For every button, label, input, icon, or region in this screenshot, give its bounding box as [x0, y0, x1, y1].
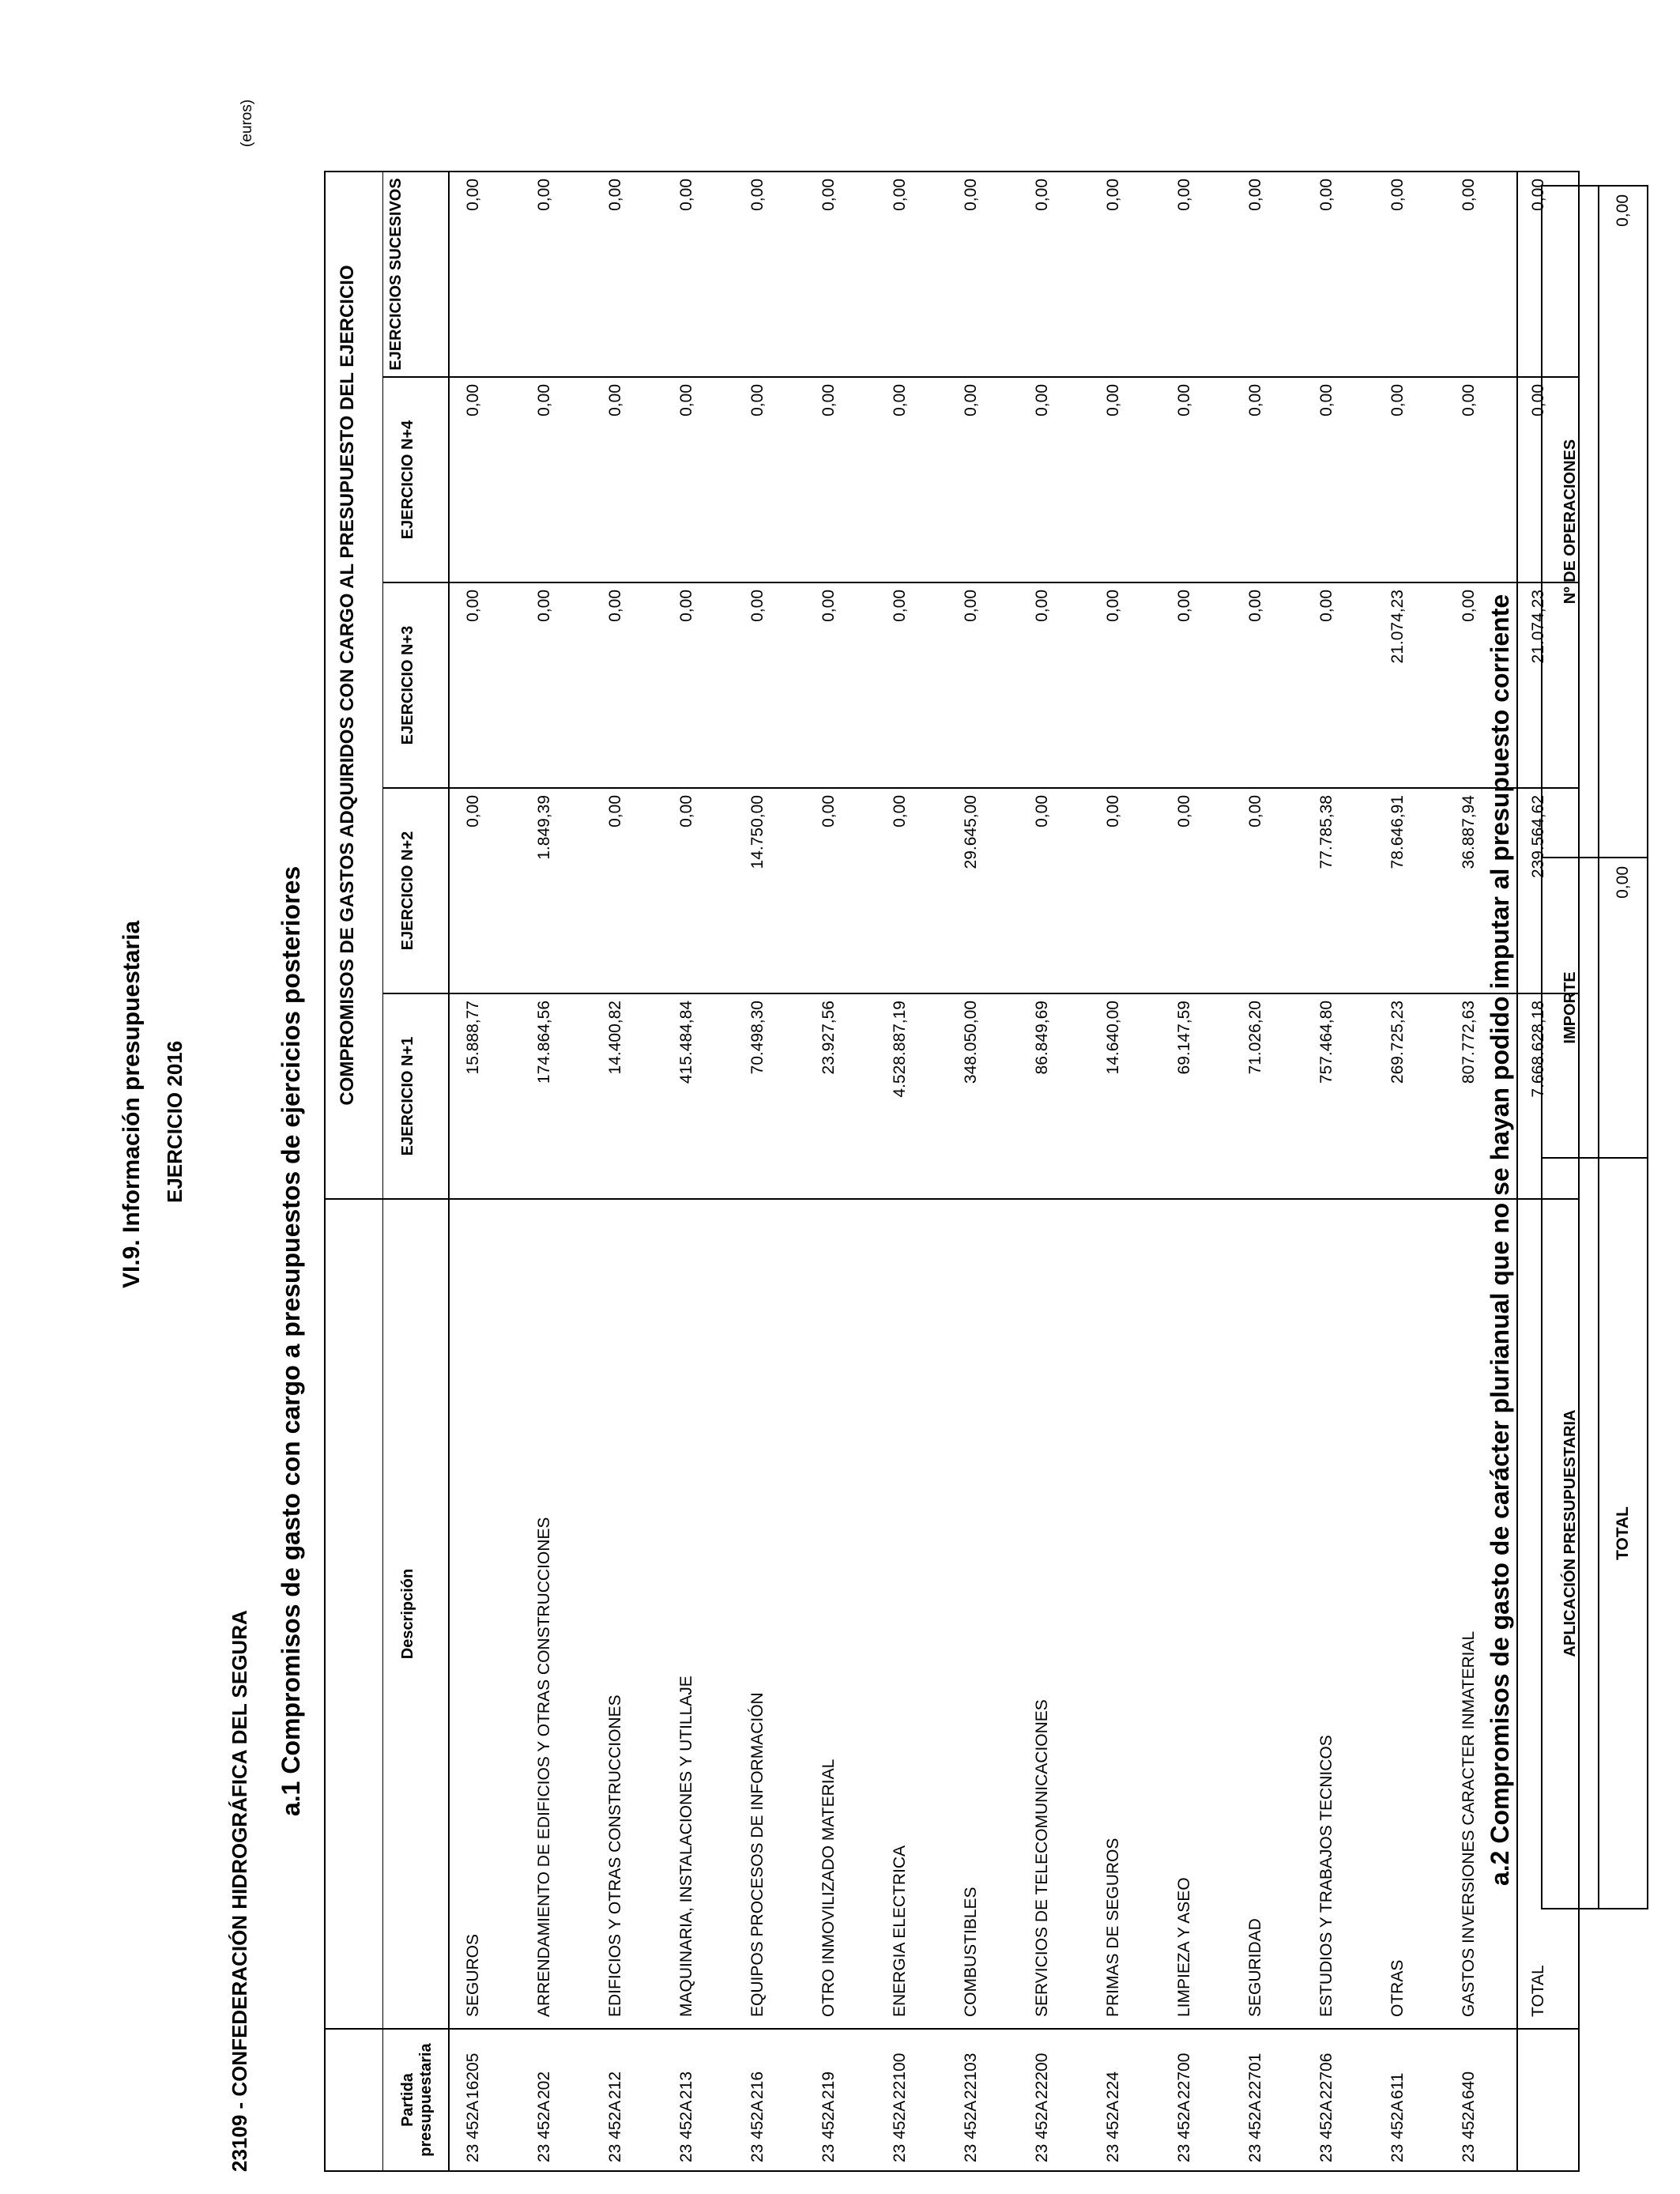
table-row	[1374, 172, 1445, 2171]
row-description: EDIFICIOS Y OTRAS CONSTRUCCIONES	[592, 1199, 663, 2029]
row-n4: 0,00	[663, 377, 734, 582]
row-n2: 0,00	[876, 788, 947, 993]
row-description: GASTOS INVERSIONES CARACTER INMATERIAL	[1445, 1199, 1517, 2029]
empty-header-cell	[325, 2029, 383, 2171]
row-sucesivos: 0,00	[663, 172, 734, 377]
total-n2: 239.564,62	[1517, 788, 1579, 993]
row-description: OTRO INMOVILIZADO MATERIAL	[805, 1199, 876, 2029]
plurianual-total-row	[1599, 186, 1648, 1909]
row-n2: 14.750,00	[734, 788, 805, 993]
col-importe: IMPORTE	[1542, 858, 1599, 1158]
row-n1: 69.147,59	[1161, 993, 1232, 1199]
row-n3: 0,00	[1090, 582, 1161, 788]
row-n3: 0,00	[592, 582, 663, 788]
row-n4: 0,00	[521, 377, 592, 582]
partida-code: 23 452A	[1104, 2100, 1122, 2162]
partida-subcode: 216	[748, 2071, 767, 2099]
row-n3: 0,00	[663, 582, 734, 788]
table-row	[592, 172, 663, 2171]
table-row	[1232, 172, 1303, 2171]
row-description: LIMPIEZA Y ASEO	[1161, 1199, 1232, 2029]
empty-header-cell	[325, 1199, 383, 2029]
total-label: TOTAL	[1517, 1199, 1579, 2029]
row-n2: 77.785,38	[1303, 788, 1374, 993]
row-n4: 0,00	[1161, 377, 1232, 582]
row-n3: 0,00	[449, 582, 521, 788]
partida-subcode: 22701	[1246, 2053, 1264, 2099]
plurianual-total-importe: 0,00	[1599, 858, 1648, 1158]
row-n1: 415.484,84	[663, 993, 734, 1199]
partida-code: 23 452A	[1317, 2100, 1335, 2162]
entity-name: 23109 - CONFEDERACIÓN HIDROGRÁFICA DEL SEGURA	[228, 1610, 251, 2172]
col-n2: EJERCICIO N+2	[383, 788, 450, 993]
row-n4: 0,00	[1445, 377, 1517, 582]
row-n4: 0,00	[1019, 377, 1090, 582]
row-sucesivos: 0,00	[1374, 172, 1445, 377]
section-a1-title: a.1 Compromisos de gasto con cargo a presupuestos de ejercicios posteriores	[277, 865, 305, 1816]
row-description: ENERGIA ELECTRICA	[876, 1199, 947, 2029]
plurianual-header-row	[1542, 186, 1599, 1909]
partida-subcode: 640	[1460, 2071, 1478, 2099]
partida-subcode: 213	[677, 2071, 695, 2099]
row-n4: 0,00	[449, 377, 521, 582]
col-aplicacion: APLICACIÓN PRESUPUESTARIA	[1542, 1158, 1599, 1909]
row-description: PRIMAS DE SEGUROS	[1090, 1199, 1161, 2029]
row-n1: 23.927,56	[805, 993, 876, 1199]
row-description: ARRENDAMIENTO DE EDIFICIOS Y OTRAS CONSTRUCCIONES	[521, 1199, 592, 2029]
total-n1: 7.668.628,18	[1517, 993, 1579, 1199]
row-n1: 348.050,00	[947, 993, 1019, 1199]
row-n2: 36.887,94	[1445, 788, 1517, 993]
partida-subcode: 22100	[891, 2053, 909, 2099]
table-row	[663, 172, 734, 2171]
row-n3: 0,00	[1445, 582, 1517, 788]
row-n2: 0,00	[805, 788, 876, 993]
partida-code: 23 452A	[464, 2100, 482, 2162]
row-sucesivos: 0,00	[876, 172, 947, 377]
row-description: SERVICIOS DE TELECOMUNICACIONES	[1019, 1199, 1090, 2029]
row-sucesivos: 0,00	[521, 172, 592, 377]
row-n3: 0,00	[734, 582, 805, 788]
table-row	[947, 172, 1019, 2171]
partida-subcode: 212	[606, 2071, 624, 2099]
table-row	[521, 172, 592, 2171]
row-n2: 1.849,39	[521, 788, 592, 993]
partida-code: 23 452A	[819, 2100, 838, 2162]
partida-code: 23 452A	[962, 2100, 980, 2162]
total-sucesivos: 0,00	[1517, 172, 1579, 377]
units-label: (euros)	[239, 99, 255, 147]
row-description: COMBUSTIBLES	[947, 1199, 1019, 2029]
partida-code: 23 452A	[891, 2100, 909, 2162]
row-n2: 29.645,00	[947, 788, 1019, 993]
partida-code: 23 452A	[677, 2100, 695, 2162]
partida-code: 23 452A	[1175, 2100, 1193, 2162]
row-n2: 0,00	[1090, 788, 1161, 993]
row-n4: 0,00	[734, 377, 805, 582]
partida-code: 23 452A	[1388, 2100, 1407, 2162]
row-sucesivos: 0,00	[1445, 172, 1517, 377]
partida-subcode: 22200	[1033, 2053, 1051, 2099]
partida-subcode: 219	[819, 2071, 838, 2099]
partida-code: 23 452A	[1246, 2100, 1264, 2162]
row-n4: 0,00	[947, 377, 1019, 582]
table-row	[449, 172, 521, 2171]
row-sucesivos: 0,00	[449, 172, 521, 377]
partida-code: 23 452A	[1460, 2100, 1478, 2162]
partida-subcode: 22700	[1175, 2053, 1193, 2099]
row-n2: 0,00	[449, 788, 521, 993]
total-n3: 21.074,23	[1517, 582, 1579, 788]
row-n4: 0,00	[1374, 377, 1445, 582]
col-partida: Partida presupuestaria	[383, 2029, 450, 2171]
row-sucesivos: 0,00	[1090, 172, 1161, 377]
section-a2-title: a.2 Compromisos de gasto de carácter plurianual que no se hayan podido imputar al presupuesto corriente	[1486, 594, 1514, 1886]
partida-code: 23 452A	[1033, 2100, 1051, 2162]
row-n1: 71.026,20	[1232, 993, 1303, 1199]
row-n3: 0,00	[521, 582, 592, 788]
table-group-header-row	[325, 172, 383, 2171]
row-n1: 70.498,30	[734, 993, 805, 1199]
row-n3: 0,00	[1303, 582, 1374, 788]
row-description: MAQUINARIA, INSTALACIONES Y UTILLAJE	[663, 1199, 734, 2029]
partida-subcode: 611	[1388, 2072, 1407, 2099]
row-sucesivos: 0,00	[592, 172, 663, 377]
plurianual-table	[1541, 185, 1648, 1909]
row-n4: 0,00	[592, 377, 663, 582]
row-n2: 0,00	[663, 788, 734, 993]
plurianual-total-operaciones: 0,00	[1599, 186, 1648, 858]
row-n4: 0,00	[1090, 377, 1161, 582]
row-n3: 0,00	[876, 582, 947, 788]
row-n3: 0,00	[1019, 582, 1090, 788]
table-row	[1161, 172, 1232, 2171]
col-descripcion: Descripción	[383, 1199, 450, 2029]
col-n4: EJERCICIO N+4	[383, 377, 450, 582]
partida-code: 23 452A	[606, 2100, 624, 2162]
col-n3: EJERCICIO N+3	[383, 582, 450, 788]
row-n4: 0,00	[805, 377, 876, 582]
row-n1: 86.849,69	[1019, 993, 1090, 1199]
row-n1: 14.640,00	[1090, 993, 1161, 1199]
row-n1: 807.772,63	[1445, 993, 1517, 1199]
row-n2: 0,00	[1232, 788, 1303, 993]
row-n1: 269.725,23	[1374, 993, 1445, 1199]
partida-subcode: 22103	[962, 2053, 980, 2099]
row-n1: 4.528.887,19	[876, 993, 947, 1199]
commitments-table	[324, 171, 1580, 2172]
col-sucesivos: EJERCICIOS SUCESIVOS	[383, 172, 450, 377]
row-n4: 0,00	[1303, 377, 1374, 582]
page-title: VI.9. Información presupuestaria	[119, 920, 145, 1288]
row-sucesivos: 0,00	[734, 172, 805, 377]
table-row	[734, 172, 805, 2171]
total-n4: 0,00	[1517, 377, 1579, 582]
row-description: SEGUROS	[449, 1199, 521, 2029]
partida-code: 23 452A	[748, 2100, 767, 2162]
col-n1: EJERCICIO N+1	[383, 993, 450, 1199]
row-n1: 15.888,77	[449, 993, 521, 1199]
partida-subcode: 202	[535, 2071, 553, 2099]
row-n1: 174.864,56	[521, 993, 592, 1199]
row-sucesivos: 0,00	[805, 172, 876, 377]
row-n4: 0,00	[1232, 377, 1303, 582]
row-n2: 78.646,91	[1374, 788, 1445, 993]
table-row	[1090, 172, 1161, 2171]
row-n2: 0,00	[1019, 788, 1090, 993]
empty-total-cell	[1517, 2029, 1579, 2171]
row-n3: 0,00	[805, 582, 876, 788]
row-sucesivos: 0,00	[1019, 172, 1090, 377]
partida-subcode: 16205	[464, 2053, 482, 2099]
partida-subcode: 224	[1104, 2071, 1122, 2099]
row-sucesivos: 0,00	[1161, 172, 1232, 377]
row-n3: 0,00	[947, 582, 1019, 788]
plurianual-total-label: TOTAL	[1599, 1158, 1648, 1909]
row-n1: 757.464,80	[1303, 993, 1374, 1199]
row-description: OTRAS	[1374, 1199, 1445, 2029]
col-operaciones: Nº DE OPERACIONES	[1542, 186, 1599, 858]
row-description: ESTUDIOS Y TRABAJOS TECNICOS	[1303, 1199, 1374, 2029]
table-row	[1019, 172, 1090, 2171]
group-header: COMPROMISOS DE GASTOS ADQUIRIDOS CON CARGO AL PRESUPUESTO DEL EJERCICIO	[325, 172, 383, 1199]
partida-code: 23 452A	[535, 2100, 553, 2162]
row-n2: 0,00	[592, 788, 663, 993]
row-n3: 0,00	[1161, 582, 1232, 788]
page-subtitle: EJERCICIO 2016	[163, 1040, 186, 1203]
row-n3: 21.074,23	[1374, 582, 1445, 788]
table-row	[876, 172, 947, 2171]
row-n1: 14.400,82	[592, 993, 663, 1199]
row-n2: 0,00	[1161, 788, 1232, 993]
row-description: SEGURIDAD	[1232, 1199, 1303, 2029]
row-sucesivos: 0,00	[947, 172, 1019, 377]
partida-subcode: 22706	[1317, 2053, 1335, 2099]
row-sucesivos: 0,00	[1232, 172, 1303, 377]
row-description: EQUIPOS PROCESOS DE INFORMACIÓN	[734, 1199, 805, 2029]
row-n3: 0,00	[1232, 582, 1303, 788]
table-column-header-row	[383, 172, 450, 2171]
row-n4: 0,00	[876, 377, 947, 582]
table-row	[805, 172, 876, 2171]
table-row	[1303, 172, 1374, 2171]
row-sucesivos: 0,00	[1303, 172, 1374, 377]
